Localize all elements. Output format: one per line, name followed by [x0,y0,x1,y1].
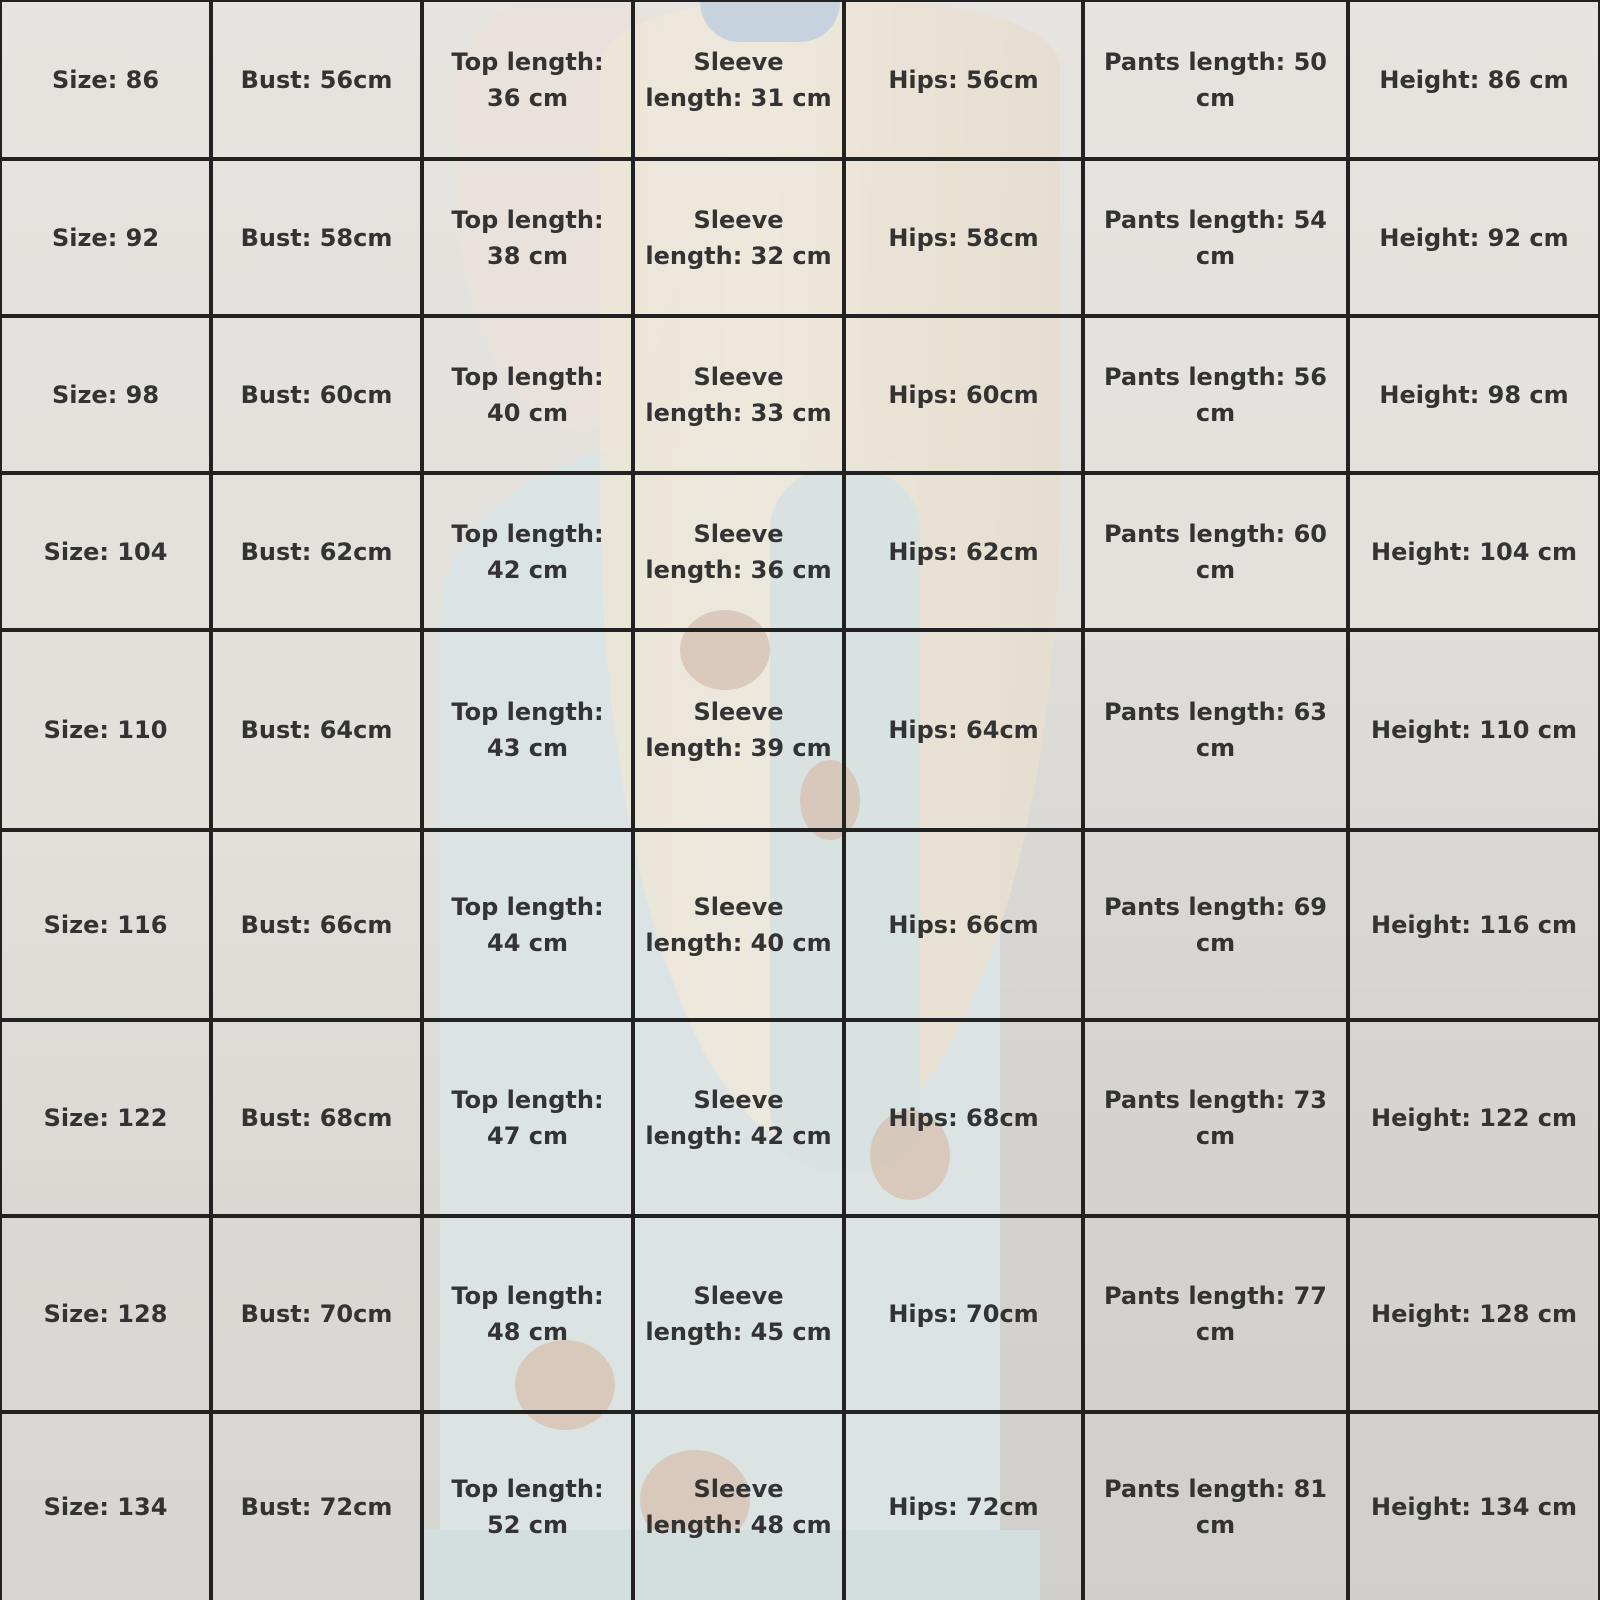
height-text: Height: 116 cm [1371,911,1577,939]
bust-text: Bust: 64cm [240,716,393,744]
pants-length-cell [1083,159,1348,316]
size-text: Size: 104 [43,537,168,566]
bust-cell [211,1216,422,1412]
height-text: Height: 128 cm [1371,1300,1577,1328]
top-length-text: Top length: 48 cm [451,1282,604,1346]
sleeve-length-cell [633,630,844,830]
height-cell [1348,630,1600,830]
size-text: Size: 86 [51,65,160,94]
top-length-cell [422,473,633,630]
pants-length-text: Pants length: 60 cm [1103,519,1328,584]
hips-text: Hips: 58cm [888,223,1039,252]
sleeve-length-text: Sleeve length: 48 cm [645,1475,832,1539]
bust-text: Bust: 62cm [240,537,393,566]
hips-text: Hips: 60cm [888,380,1039,409]
hips-cell [844,630,1083,830]
hips-cell [844,159,1083,316]
hips-text: Hips: 70cm [888,1300,1039,1328]
hips-cell [844,1216,1083,1412]
size-text: Size: 92 [51,223,160,252]
hips-cell [844,1412,1083,1600]
pants-length-text: Pants length: 69 cm [1103,893,1328,957]
pants-length-text: Pants length: 50 cm [1103,47,1328,112]
height-cell [1348,1216,1600,1412]
pants-length-cell [1083,473,1348,630]
bust-cell [211,0,422,159]
size-text: Size: 134 [43,1493,168,1521]
hips-cell [844,473,1083,630]
top-length-cell [422,0,633,159]
bust-cell [211,1020,422,1216]
size-cell [0,316,211,473]
hips-text: Hips: 62cm [888,537,1039,566]
bust-text: Bust: 56cm [240,65,393,94]
size-cell [0,1216,211,1412]
size-cell [0,473,211,630]
sleeve-length-text: Sleeve length: 45 cm [645,1282,832,1346]
bust-text: Bust: 70cm [240,1300,393,1328]
bust-text: Bust: 68cm [240,1104,393,1132]
top-length-text: Top length: 47 cm [451,1086,604,1150]
hips-cell [844,830,1083,1020]
size-cell [0,630,211,830]
size-text: Size: 116 [43,911,168,939]
size-text: Size: 122 [43,1104,168,1132]
top-length-text: Top length: 36 cm [451,47,604,112]
pants-length-text: Pants length: 77 cm [1103,1282,1328,1346]
sleeve-length-cell [633,473,844,630]
sleeve-length-cell [633,316,844,473]
pants-length-cell [1083,1412,1348,1600]
height-text: Height: 98 cm [1379,380,1569,409]
bust-cell [211,473,422,630]
size-cell [0,0,211,159]
hips-text: Hips: 68cm [888,1104,1039,1132]
size-cell [0,159,211,316]
height-cell [1348,159,1600,316]
sleeve-length-cell [633,1412,844,1600]
sleeve-length-text: Sleeve length: 39 cm [645,698,832,762]
hips-text: Hips: 64cm [888,716,1039,744]
sleeve-length-cell [633,159,844,316]
sleeve-length-cell [633,1216,844,1412]
sleeve-length-text: Sleeve length: 36 cm [645,519,832,584]
bust-text: Bust: 60cm [240,380,393,409]
bust-text: Bust: 58cm [240,223,393,252]
height-cell [1348,1020,1600,1216]
sleeve-length-text: Sleeve length: 32 cm [645,205,832,270]
bust-cell [211,830,422,1020]
hips-cell [844,0,1083,159]
sleeve-length-text: Sleeve length: 42 cm [645,1086,832,1150]
sleeve-length-cell [633,1020,844,1216]
hips-cell [844,1020,1083,1216]
bust-cell [211,316,422,473]
height-cell [1348,1412,1600,1600]
size-text: Size: 98 [51,380,160,409]
bust-cell [211,1412,422,1600]
top-length-cell [422,1020,633,1216]
size-cell [0,1412,211,1600]
pants-length-cell [1083,0,1348,159]
pants-length-cell [1083,830,1348,1020]
height-cell [1348,830,1600,1020]
hips-text: Hips: 66cm [888,911,1039,939]
size-cell [0,1020,211,1216]
bust-cell [211,630,422,830]
pants-length-cell [1083,1020,1348,1216]
top-length-cell [422,159,633,316]
top-length-text: Top length: 38 cm [451,205,604,270]
pants-length-cell [1083,1216,1348,1412]
height-text: Height: 134 cm [1371,1493,1577,1521]
height-text: Height: 104 cm [1371,537,1577,566]
top-length-cell [422,316,633,473]
hips-text: Hips: 72cm [888,1493,1039,1521]
size-cell [0,830,211,1020]
pants-length-text: Pants length: 63 cm [1103,698,1328,762]
size-text: Size: 110 [43,716,168,744]
bust-text: Bust: 66cm [240,911,393,939]
top-length-cell [422,630,633,830]
bust-text: Bust: 72cm [240,1493,393,1521]
top-length-text: Top length: 44 cm [451,893,604,957]
sleeve-length-text: Sleeve length: 31 cm [645,47,832,112]
pants-length-text: Pants length: 56 cm [1103,362,1328,427]
hips-text: Hips: 56cm [888,65,1039,94]
pants-length-text: Pants length: 81 cm [1103,1475,1328,1539]
top-length-text: Top length: 42 cm [451,519,604,584]
sleeve-length-cell [633,830,844,1020]
sleeve-length-cell [633,0,844,159]
pants-length-cell [1083,316,1348,473]
sleeve-length-text: Sleeve length: 40 cm [645,893,832,957]
bust-cell [211,159,422,316]
top-length-cell [422,1216,633,1412]
height-text: Height: 122 cm [1371,1104,1577,1132]
hips-cell [844,316,1083,473]
top-length-cell [422,1412,633,1600]
pants-length-text: Pants length: 73 cm [1103,1086,1328,1150]
height-cell [1348,473,1600,630]
height-text: Height: 110 cm [1371,716,1577,744]
height-text: Height: 92 cm [1379,223,1569,252]
top-length-text: Top length: 52 cm [451,1475,604,1539]
top-length-text: Top length: 43 cm [451,698,604,762]
pants-length-cell [1083,630,1348,830]
top-length-cell [422,830,633,1020]
height-cell [1348,316,1600,473]
height-cell [1348,0,1600,159]
size-text: Size: 128 [43,1300,168,1328]
top-length-text: Top length: 40 cm [451,362,604,427]
height-text: Height: 86 cm [1379,65,1569,94]
sleeve-length-text: Sleeve length: 33 cm [645,362,832,427]
pants-length-text: Pants length: 54 cm [1103,205,1328,270]
